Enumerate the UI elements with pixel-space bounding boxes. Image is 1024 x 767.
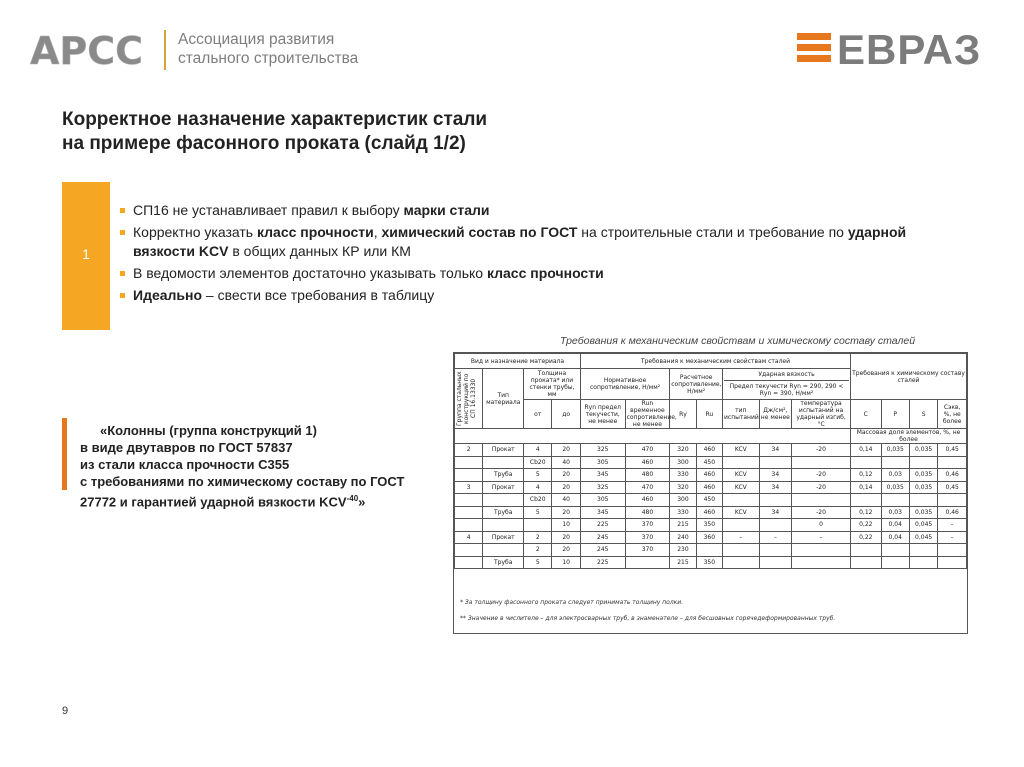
- table-cell-ceq: [938, 556, 967, 569]
- association-line-2: стального строительства: [178, 50, 359, 67]
- table-cell-p: [881, 494, 909, 507]
- header-type: Тип материала: [483, 369, 524, 429]
- table-cell-j: 34: [759, 506, 791, 519]
- table-cell-type: [483, 519, 524, 532]
- table-note-2: ** Значение в числителе – для электросварных труб, в знаменателе – для бесшовных горячедеформированных труб.: [460, 615, 836, 622]
- table-cell-ceq: –: [938, 519, 967, 532]
- header-test-type: тип испытаний: [723, 400, 760, 429]
- table-cell-test: [723, 494, 760, 507]
- bullet-marker-icon: [120, 293, 125, 298]
- table-cell-s: 0,035: [909, 444, 937, 457]
- table-cell-c: 0,14: [851, 481, 881, 494]
- table-cell-from: 5: [524, 556, 552, 569]
- table-note-1: * За толщину фасонного проката следует принимать толщину полки.: [460, 599, 684, 606]
- table-row: [455, 444, 967, 457]
- table-cell-group: [455, 506, 483, 519]
- table-cell-test: [723, 519, 760, 532]
- table-cell-from: 2: [524, 531, 552, 544]
- table-cell-ru: 450: [696, 456, 722, 469]
- table-cell-ryn: 345: [580, 469, 625, 482]
- table-cell-p: 0,035: [881, 481, 909, 494]
- table-cell-to: 20: [552, 531, 580, 544]
- table-cell-ru: 460: [696, 506, 722, 519]
- table-cell-c: 0,12: [851, 469, 881, 482]
- header-calculated: Расчетное сопротивление, Н/мм²: [670, 369, 723, 400]
- table-cell-ceq: [938, 494, 967, 507]
- table-cell-run: 470: [625, 444, 670, 457]
- table-cell-type: Прокат: [483, 481, 524, 494]
- table-cell-p: 0,03: [881, 469, 909, 482]
- table-cell-c: [851, 556, 881, 569]
- table-cell-ru: 350: [696, 556, 722, 569]
- table-cell-ry: 240: [670, 531, 696, 544]
- header-mech: Требования к механическим свойствам сталей: [580, 354, 850, 369]
- table-cell-ru: [696, 544, 722, 557]
- table-cell-type: Прокат: [483, 444, 524, 457]
- table-cell-ry: 230: [670, 544, 696, 557]
- table-cell-ceq: [938, 544, 967, 557]
- table-cell-ceq: –: [938, 531, 967, 544]
- table-cell-j: [759, 544, 791, 557]
- table-cell-run: 370: [625, 519, 670, 532]
- table-row: [455, 531, 967, 544]
- table-cell-c: 0,22: [851, 519, 881, 532]
- header-c: C: [851, 400, 881, 429]
- header-joules: Дж/см², не менее: [759, 400, 791, 429]
- association-name: [178, 30, 358, 68]
- table-cell-s: [909, 556, 937, 569]
- table-cell-group: 4: [455, 531, 483, 544]
- table-cell-ry: 330: [670, 469, 696, 482]
- table-cell-test: KCV: [723, 481, 760, 494]
- table-cell-ryn: 325: [580, 481, 625, 494]
- header-ru: Ru: [696, 400, 722, 429]
- table-cell-temp: 0: [792, 519, 851, 532]
- table-cell-p: 0,035: [881, 444, 909, 457]
- table-cell-ru: 460: [696, 469, 722, 482]
- table-cell-ry: 300: [670, 456, 696, 469]
- table-cell-j: [759, 519, 791, 532]
- table-cell-group: [455, 544, 483, 557]
- column-text-line: с требованиями по химическому составу по ГОСТ: [80, 474, 405, 489]
- table-cell-j: [759, 494, 791, 507]
- table-cell-ru: 450: [696, 494, 722, 507]
- table-cell-ry: 300: [670, 494, 696, 507]
- table-cell-p: 0,04: [881, 531, 909, 544]
- table-cell-type: Труба: [483, 556, 524, 569]
- table-cell-ru: 460: [696, 444, 722, 457]
- table-cell-p: [881, 556, 909, 569]
- table-cell-j: 34: [759, 481, 791, 494]
- table-cell-from: 4: [524, 444, 552, 457]
- table-cell-run: [625, 556, 670, 569]
- table-row: [455, 544, 967, 557]
- table-cell-ceq: 0,46: [938, 506, 967, 519]
- table-cell-temp: [792, 556, 851, 569]
- table-row: [455, 481, 967, 494]
- table-cell-temp: -20: [792, 444, 851, 457]
- table-cell-ceq: [938, 456, 967, 469]
- table-cell-s: 0,045: [909, 531, 937, 544]
- table-cell-from: Cb20: [524, 494, 552, 507]
- table-cell-j: 34: [759, 469, 791, 482]
- table-cell-c: 0,22: [851, 531, 881, 544]
- column-text-line: 27772 и гарантией ударной вязкости $KCV^{-40}$»: [80, 494, 366, 510]
- table-cell-s: [909, 544, 937, 557]
- table-cell-group: [455, 519, 483, 532]
- table-cell-s: 0,035: [909, 506, 937, 519]
- section-number: 1: [82, 246, 90, 262]
- table-cell-group: [455, 469, 483, 482]
- bullet-list: [118, 201, 968, 308]
- table-cell-test: KCV: [723, 444, 760, 457]
- table-cell-ry: 215: [670, 519, 696, 532]
- table-cell-from: 5: [524, 469, 552, 482]
- column-text-line: «Колонны (группа конструкций 1): [100, 423, 317, 438]
- table-cell-c: [851, 544, 881, 557]
- header-impact: Ударная вязкость Предел текучести Rуn = 290, 290 < Rуn = 390, Н/мм²: [723, 369, 851, 400]
- table-cell-j: [759, 556, 791, 569]
- table-cell-from: 2: [524, 544, 552, 557]
- table-cell-run: 460: [625, 456, 670, 469]
- table-cell-to: 20: [552, 469, 580, 482]
- table-cell-c: 0,12: [851, 506, 881, 519]
- table-cell-type: [483, 494, 524, 507]
- slide-title: [62, 108, 487, 156]
- table-cell-j: 34: [759, 444, 791, 457]
- header-ry: Rу: [670, 400, 696, 429]
- table-cell-temp: -20: [792, 506, 851, 519]
- bullet-marker-icon: [120, 208, 125, 213]
- header-from: от: [524, 400, 552, 429]
- table-cell-ryn: 245: [580, 531, 625, 544]
- column-text-line: в виде двутавров по ГОСТ 57837: [80, 440, 293, 455]
- table-cell-ryn: 305: [580, 456, 625, 469]
- header-temperature: температура испытаний на ударный изгиб, °С: [792, 400, 851, 429]
- table-cell-ru: 360: [696, 531, 722, 544]
- association-line-1: Ассоциация развития: [178, 31, 335, 48]
- table-cell-temp: -20: [792, 469, 851, 482]
- header-mass-fraction: Массовая доля элементов, %, не более: [851, 429, 967, 444]
- header-normative: Нормативное сопротивление, Н/мм²: [580, 369, 669, 400]
- table-cell-p: 0,04: [881, 519, 909, 532]
- table-cell-from: Cb20: [524, 456, 552, 469]
- bullet-item: Корректно указать класс прочности, химический состав по ГОСТ на строительные стали и требование по ударной вязкости KCV в общих данных КР или КМ: [118, 223, 968, 261]
- table-cell-s: 0,035: [909, 469, 937, 482]
- column-text-line: из стали класса прочности С355: [80, 457, 290, 472]
- table-row: [455, 469, 967, 482]
- table-cell-to: 40: [552, 456, 580, 469]
- table-cell-ryn: 225: [580, 519, 625, 532]
- slide-title-line-2: на примере фасонного проката (слайд 1/2): [62, 133, 466, 154]
- table-cell-j: [759, 456, 791, 469]
- table-cell-group: [455, 556, 483, 569]
- header-chem: Требования к химическому составу сталей: [851, 354, 967, 400]
- table-cell-type: Труба: [483, 469, 524, 482]
- table-cell-ry: 330: [670, 506, 696, 519]
- header-thickness: Толщина проката* или стенки трубы, мм: [524, 369, 581, 400]
- header-run: Run временное сопротивление, не менее: [626, 400, 677, 428]
- table-cell-c: 0,14: [851, 444, 881, 457]
- table-cell-ry: 215: [670, 556, 696, 569]
- header-p: P: [881, 400, 909, 429]
- header-s: S: [909, 400, 937, 429]
- table-row: [455, 556, 967, 569]
- table-row: [455, 506, 967, 519]
- requirements-table-grid: [454, 353, 967, 569]
- slide-title-line-1: Корректное назначение характеристик стали: [62, 109, 488, 130]
- table-cell-ru: 460: [696, 481, 722, 494]
- table-cell-ryn: 305: [580, 494, 625, 507]
- table-cell-ryn: 345: [580, 506, 625, 519]
- table-row: [455, 456, 967, 469]
- table-cell-temp: [792, 456, 851, 469]
- table-cell-type: Прокат: [483, 531, 524, 544]
- requirements-table-caption: Требования к механическим свойствам и химическому составу сталей: [560, 335, 916, 347]
- table-cell-type: [483, 456, 524, 469]
- table-cell-s: 0,045: [909, 519, 937, 532]
- table-cell-to: 10: [552, 519, 580, 532]
- table-cell-from: 4: [524, 481, 552, 494]
- table-cell-ry: 320: [670, 444, 696, 457]
- requirements-table: [453, 352, 968, 634]
- table-row: [455, 429, 967, 444]
- evraz-logo-text: ЕВРАЗ: [837, 26, 982, 73]
- table-cell-to: 20: [552, 506, 580, 519]
- section-number-block: [62, 182, 110, 330]
- table-cell-to: 20: [552, 444, 580, 457]
- table-cell-to: 10: [552, 556, 580, 569]
- table-cell-ryn: 225: [580, 556, 625, 569]
- header-ceq: Сэкв, %, не более: [938, 400, 967, 429]
- table-cell-run: 370: [625, 544, 670, 557]
- header-group: Группа стальных конструкций по СП 16.13330: [456, 371, 477, 426]
- table-cell-ryn: 245: [580, 544, 625, 557]
- accent-bar: [62, 418, 67, 490]
- arss-logo-text: АРСС: [30, 29, 144, 73]
- table-cell-ceq: 0,45: [938, 481, 967, 494]
- logo-divider: [164, 30, 166, 70]
- table-cell-temp: -20: [792, 481, 851, 494]
- table-cell-ceq: 0,45: [938, 444, 967, 457]
- table-cell-from: [524, 519, 552, 532]
- table-cell-temp: [792, 494, 851, 507]
- arss-logo: [30, 28, 160, 73]
- table-cell-s: [909, 494, 937, 507]
- table-cell-test: [723, 544, 760, 557]
- table-cell-c: [851, 494, 881, 507]
- table-cell-p: [881, 544, 909, 557]
- table-cell-test: KCV: [723, 506, 760, 519]
- table-cell-p: [881, 456, 909, 469]
- table-cell-run: 470: [625, 481, 670, 494]
- table-cell-ry: 320: [670, 481, 696, 494]
- table-row: [455, 519, 967, 532]
- table-cell-group: 2: [455, 444, 483, 457]
- table-cell-to: 40: [552, 494, 580, 507]
- table-cell-p: 0,03: [881, 506, 909, 519]
- table-cell-test: [723, 456, 760, 469]
- table-cell-from: 5: [524, 506, 552, 519]
- table-cell-group: [455, 456, 483, 469]
- table-cell-test: KCV: [723, 469, 760, 482]
- table-cell-s: 0,035: [909, 481, 937, 494]
- table-cell-test: –: [723, 531, 760, 544]
- table-cell-test: [723, 556, 760, 569]
- table-cell-run: 480: [625, 469, 670, 482]
- table-cell-group: [455, 494, 483, 507]
- table-cell-ceq: 0,46: [938, 469, 967, 482]
- table-cell-type: [483, 544, 524, 557]
- table-cell-temp: –: [792, 531, 851, 544]
- header-view: Вид и назначение материала: [455, 354, 581, 369]
- table-cell-group: 3: [455, 481, 483, 494]
- column-example-text: [80, 422, 440, 510]
- bullet-marker-icon: [120, 271, 125, 276]
- table-cell-run: 460: [625, 494, 670, 507]
- table-cell-to: 20: [552, 544, 580, 557]
- evraz-stripes-icon: [797, 33, 831, 73]
- table-cell-run: 370: [625, 531, 670, 544]
- table-cell-c: [851, 456, 881, 469]
- bullet-item: В ведомости элементов достаточно указывать только класс прочности: [118, 264, 968, 283]
- table-cell-type: Труба: [483, 506, 524, 519]
- page-number: 9: [62, 705, 69, 717]
- bullet-item: СП16 не устанавливает правил к выбору марки стали: [118, 201, 968, 220]
- table-cell-s: [909, 456, 937, 469]
- table-row: [455, 494, 967, 507]
- header-to: до: [552, 400, 580, 429]
- header-ryn: Rуn предел текучести, не менее: [580, 400, 625, 429]
- table-cell-ru: 350: [696, 519, 722, 532]
- table-cell-run: 480: [625, 506, 670, 519]
- bullet-item: Идеально – свести все требования в таблицу: [118, 286, 968, 305]
- table-cell-j: –: [759, 531, 791, 544]
- table-cell-to: 20: [552, 481, 580, 494]
- table-cell-ryn: 325: [580, 444, 625, 457]
- table-cell-temp: [792, 544, 851, 557]
- bullet-marker-icon: [120, 230, 125, 235]
